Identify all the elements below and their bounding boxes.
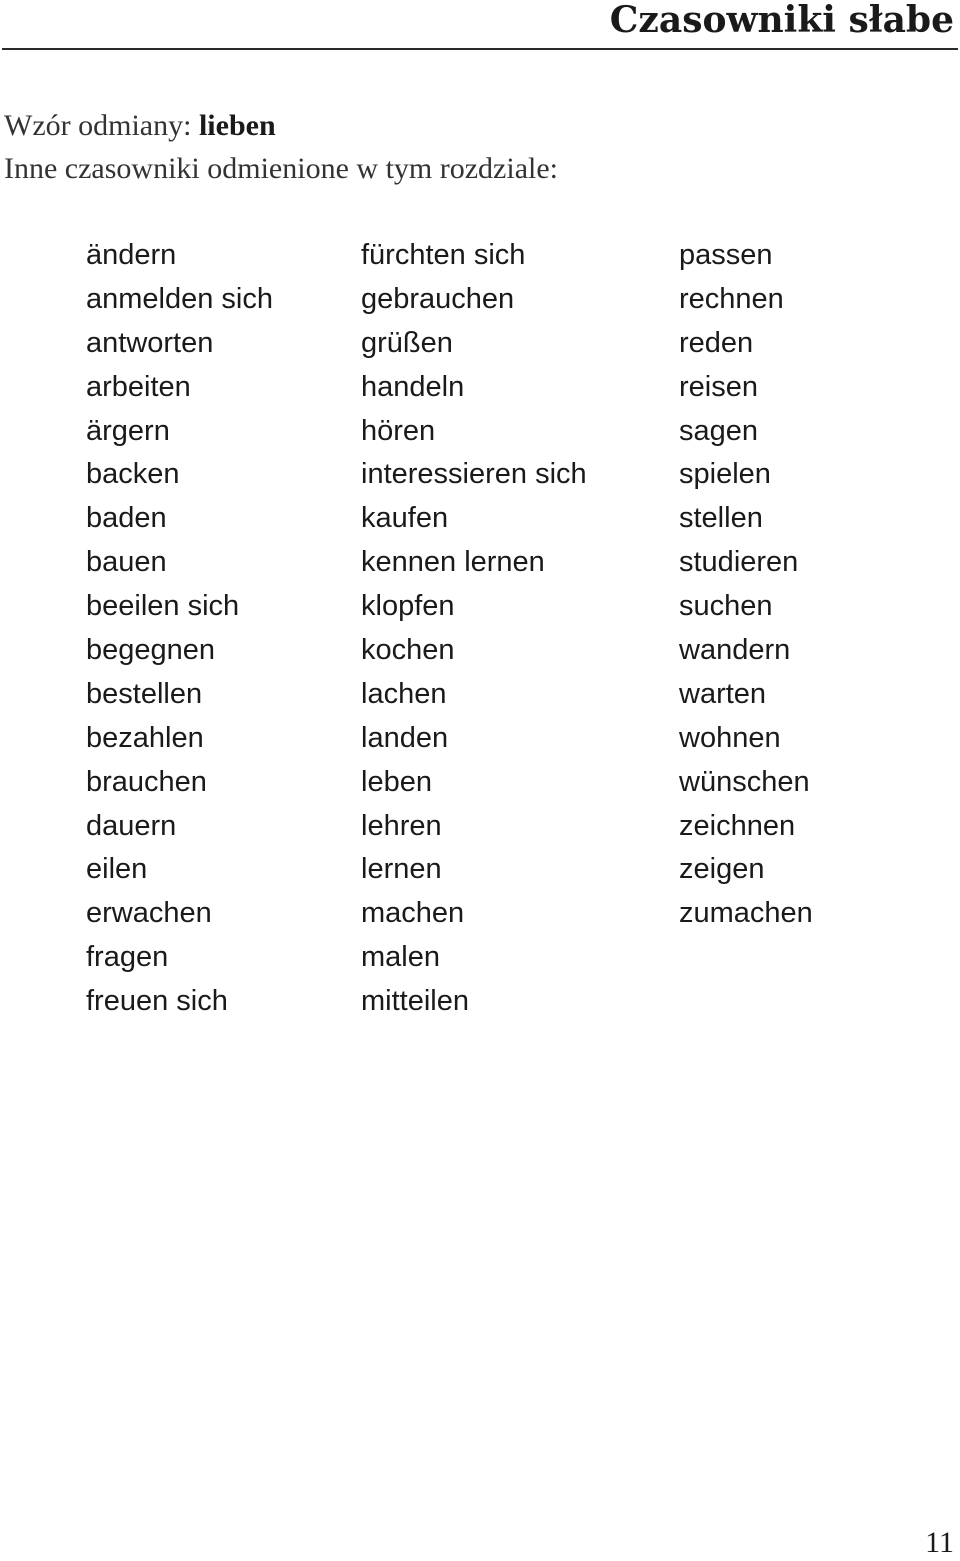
verb-item: beeilen sich <box>86 590 240 623</box>
verb-item: kochen <box>361 634 455 667</box>
verb-item: wohnen <box>679 721 781 754</box>
verb-item: baden <box>86 502 167 535</box>
model-verb: lieben <box>198 109 276 142</box>
verb-list-column-3 <box>679 234 813 936</box>
verb-item: reden <box>679 326 754 359</box>
verb-item: hören <box>361 414 436 447</box>
verb-item: landen <box>361 721 449 754</box>
verb-item: dauern <box>86 809 177 842</box>
verb-item: fürchten sich <box>361 239 526 271</box>
chapter-title: Czasowniki słabe <box>609 0 954 41</box>
verb-item: backen <box>86 458 180 491</box>
verb-item: zumachen <box>679 897 813 930</box>
verb-item: ändern <box>86 239 177 271</box>
page-number: 11 <box>925 1526 954 1559</box>
verb-item: stellen <box>679 502 763 535</box>
verb-item: ärgern <box>86 414 170 447</box>
verb-item: suchen <box>679 590 773 623</box>
verb-item: wandern <box>679 634 791 667</box>
verb-item: interessieren sich <box>361 458 587 491</box>
verb-item: wünschen <box>679 765 810 798</box>
model-line <box>4 104 558 147</box>
verb-item: bauen <box>86 546 167 579</box>
verb-item: bestellen <box>86 677 203 710</box>
verb-item: bezahlen <box>86 721 204 754</box>
verb-item: rechnen <box>679 282 784 315</box>
verb-item: eilen <box>86 853 148 886</box>
verb-item: erwachen <box>86 897 212 930</box>
verb-item: klopfen <box>361 590 455 623</box>
verb-item: kennen lernen <box>361 546 545 579</box>
verb-item: fragen <box>86 941 169 974</box>
verb-item: grüßen <box>361 326 453 359</box>
verb-item: brauchen <box>86 765 207 798</box>
verb-item: leben <box>361 765 432 798</box>
verb-item: spielen <box>679 458 771 491</box>
verb-item: passen <box>679 239 773 271</box>
verb-item: handeln <box>361 370 465 403</box>
model-label: Wzór odmiany: <box>4 109 192 142</box>
verb-item: freuen sich <box>86 985 228 1018</box>
verb-list-column-2 <box>361 234 587 1024</box>
verb-item: zeichnen <box>679 809 796 842</box>
verb-item: lehren <box>361 809 442 842</box>
verb-item: reisen <box>679 370 758 403</box>
verb-item: studieren <box>679 546 799 579</box>
verb-item: arbeiten <box>86 370 191 403</box>
verb-list-column-1 <box>86 234 273 1024</box>
verb-item: machen <box>361 897 465 930</box>
verb-item: anmelden sich <box>86 282 273 315</box>
verb-item: sagen <box>679 414 759 447</box>
verb-item: kaufen <box>361 502 449 535</box>
verb-item: antworten <box>86 326 214 359</box>
others-label: Inne czasowniki odmienione w tym rozdziale: <box>4 152 558 185</box>
verb-item: lernen <box>361 853 442 886</box>
verb-item: lachen <box>361 677 447 710</box>
verb-item: warten <box>679 677 767 710</box>
verb-item: gebrauchen <box>361 282 515 315</box>
title-divider <box>2 48 958 50</box>
intro <box>4 104 558 190</box>
verb-item: zeigen <box>679 853 765 886</box>
verb-item: malen <box>361 941 440 974</box>
verb-item: begegnen <box>86 634 216 667</box>
verb-item: mitteilen <box>361 985 469 1018</box>
